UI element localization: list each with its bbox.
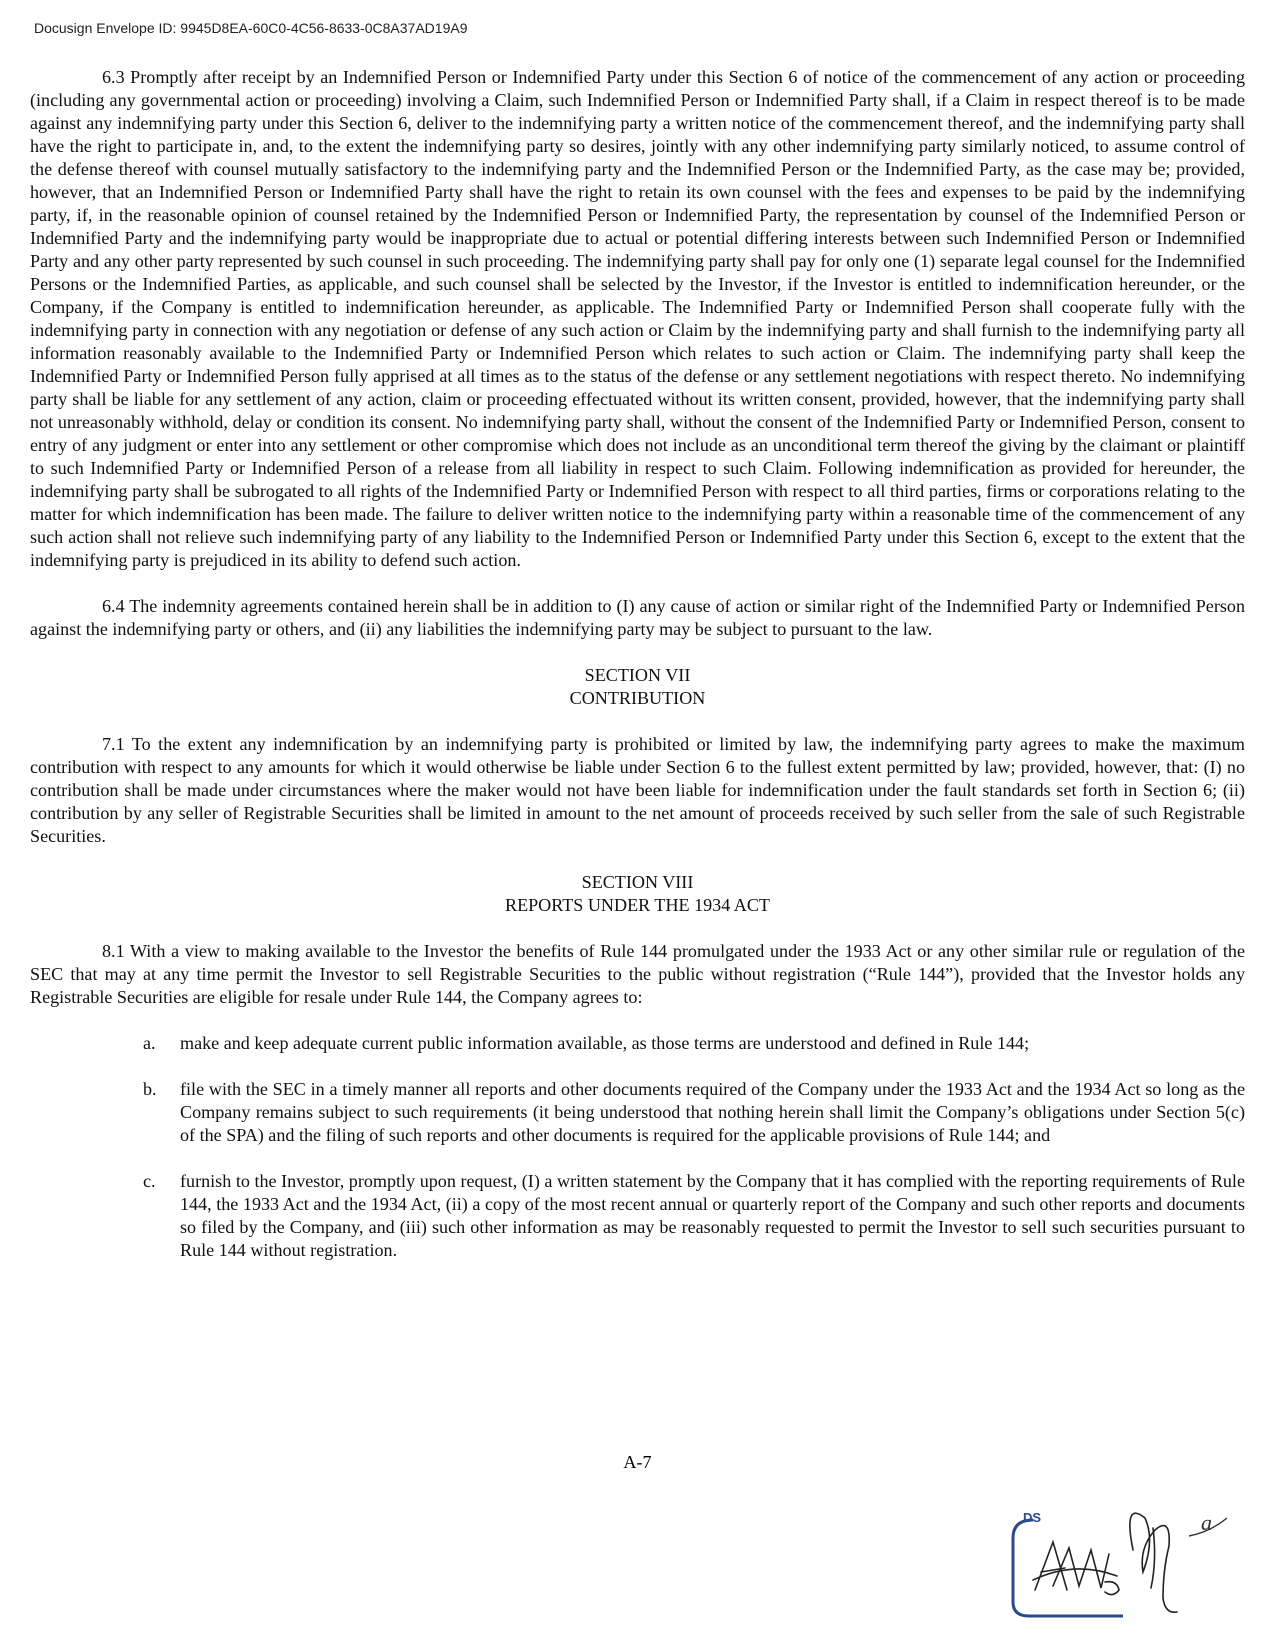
list-item-text: furnish to the Investor, promptly upon request, (I) a written statement by the Company that it has complied with the reporting requirements of Rule 144, the 1933 Act and the 1934 Act, (ii) a copy of the most recent annual or quarterly report of the Company and such other reports and documents so filed by the Company, and (iii) such other information as may be reasonably requested to permit the Investor to sell such securities pursuant to Rule 144 without registration. [180,1171,1245,1260]
list-item-text: make and keep adequate current public information available, as those terms are understood and defined in Rule 144; [180,1033,1030,1053]
list-marker: a. [143,1033,156,1053]
list-marker: c. [143,1171,156,1191]
section-7-heading [30,664,1245,710]
paragraph-6-3: 6.3 Promptly after receipt by an Indemnified Person or Indemnified Party under this Section 6 of notice of the commencement of any action or proceeding (including any governmental action or proceeding) involving a Claim, such Indemnified Person or Indemnified Party shall, if a Claim in respect thereof is to be made against any indemnifying party under this Section 6, deliver to the indemnifying party a written notice of the commencement thereof, and the indemnifying party shall have the right to participate in, and, to the extent the indemnifying party so desires, jointly with any other indemnifying party similarly noticed, to assume control of the defense thereof with counsel mutually satisfactory to the indemnifying party and the Indemnified Person or the Indemnified Party, as the case may be; provided, however, that an Indemnified Person or Indemnified Party shall have the right to retain its own counsel with the fees and expenses to be paid by the indemnifying party, if, in the reasonable opinion of counsel retained by the Indemnified Person or Indemnified Party, the representation by counsel of the Indemnified Person or Indemnified Party and the indemnifying party would be inappropriate due to actual or potential differing interests between such Indemnified Person or Indemnified Party and any other party represented by such counsel in such proceeding. The indemnifying party shall pay for only one (1) separate legal counsel for the Indemnified Persons or the Indemnified Parties, as applicable, and such counsel shall be selected by the Investor, if the Investor is entitled to indemnification hereunder, or the Company, if the Company is entitled to indemnification hereunder, as applicable. The Indemnified Party or Indemnified Person shall cooperate fully with the indemnifying party in connection with any negotiation or defense of any such action or Claim by the indemnifying party and shall furnish to the indemnifying party all information reasonably available to the Indemnified Party or Indemnified Person which relates to such action or Claim. The indemnifying party shall keep the Indemnified Party or Indemnified Person fully apprised at all times as to the status of the defense or any settlement negotiations with respect thereto. No indemnifying party shall be liable for any settlement of any action, claim or proceeding effectuated without its written consent, provided, however, that the indemnifying party shall not unreasonably withhold, delay or condition its consent. No indemnifying party shall, without the consent of the Indemnified Party or Indemnified Person, consent to entry of any judgment or enter into any settlement or other compromise which does not include as an unconditional term thereof the giving by the claimant or plaintiff to such Indemnified Party or Indemnified Person of a release from all liability in respect to such Claim. Following indemnification as provided for hereunder, the indemnifying party shall be subrogated to all rights of the Indemnified Party or Indemnified Person with respect to all third parties, firms or corporations relating to the matter for which indemnification has been made. The failure to deliver written notice to the indemnifying party within a reasonable time of the commencement of any such action shall not relieve such indemnifying party of any liability to the Indemnified Person or Indemnified Party under this Section 6, except to the extent that the indemnifying party is prejudiced in its ability to defend such action. [30,67,1245,570]
section-8-subtitle: REPORTS UNDER THE 1934 ACT [505,895,770,915]
obligations-list [30,1032,1245,1262]
list-marker: b. [143,1079,157,1099]
list-item [30,1032,1245,1055]
paragraph-6-4: 6.4 The indemnity agreements contained herein shall be in addition to (I) any cause of action or similar right of the Indemnified Party or Indemnified Person against the indemnifying party or others, and (ii) any liabilities the indemnifying party may be subject to pursuant to the law. [30,596,1245,639]
list-item-text: file with the SEC in a timely manner all reports and other documents required of the Company under the 1933 Act and the 1934 Act so long as the Company remains subject to such requirements (it being understood that nothing herein shall limit the Company’s obligations under Section 5(c) of the SPA) and the filing of such reports and other documents is required for the applicable provisions of Rule 144; and [180,1079,1245,1145]
page-number: A-7 [623,1452,652,1472]
document-body [30,66,1245,1285]
envelope-id: Docusign Envelope ID: 9945D8EA-60C0-4C56-8633-0C8A37AD19A9 [34,20,468,36]
section-8-heading [30,871,1245,917]
handwritten-initials [1033,1513,1177,1612]
list-item [30,1170,1245,1262]
list-item [30,1078,1245,1147]
paragraph-8-1: 8.1 With a view to making available to the Investor the benefits of Rule 144 promulgated under the 1933 Act or any other similar rule or regulation of the SEC that may at any time permit the Investor to sell Registrable Securities to the public without registration (“Rule 144”), provided that the Investor holds any Registrable Securities are eligible for resale under Rule 144, the Company agrees to: [30,941,1245,1007]
section-7-subtitle: CONTRIBUTION [569,688,706,708]
paragraph-7-1: 7.1 To the extent any indemnification by an indemnifying party is prohibited or limited by law, the indemnifying party agrees to make the maximum contribution with respect to any amounts for which it would otherwise be liable under Section 6 to the fullest extent permitted by law; provided, however, that: (I) no contribution shall be made under circumstances where the maker would not have been liable for indemnification under the fault standards set forth in Section 6; (ii) contribution by any seller of Registrable Securities shall be limited in amount to the net amount of proceeds received by such seller from the sale of such Registrable Securities. [30,734,1245,846]
ds-badge-label: DS [1023,1510,1042,1525]
signature-superscript: a [1201,1510,1212,1535]
section-7-title: SECTION VII [584,665,691,685]
docusign-signature [1005,1490,1255,1630]
section-8-title: SECTION VIII [581,872,694,892]
